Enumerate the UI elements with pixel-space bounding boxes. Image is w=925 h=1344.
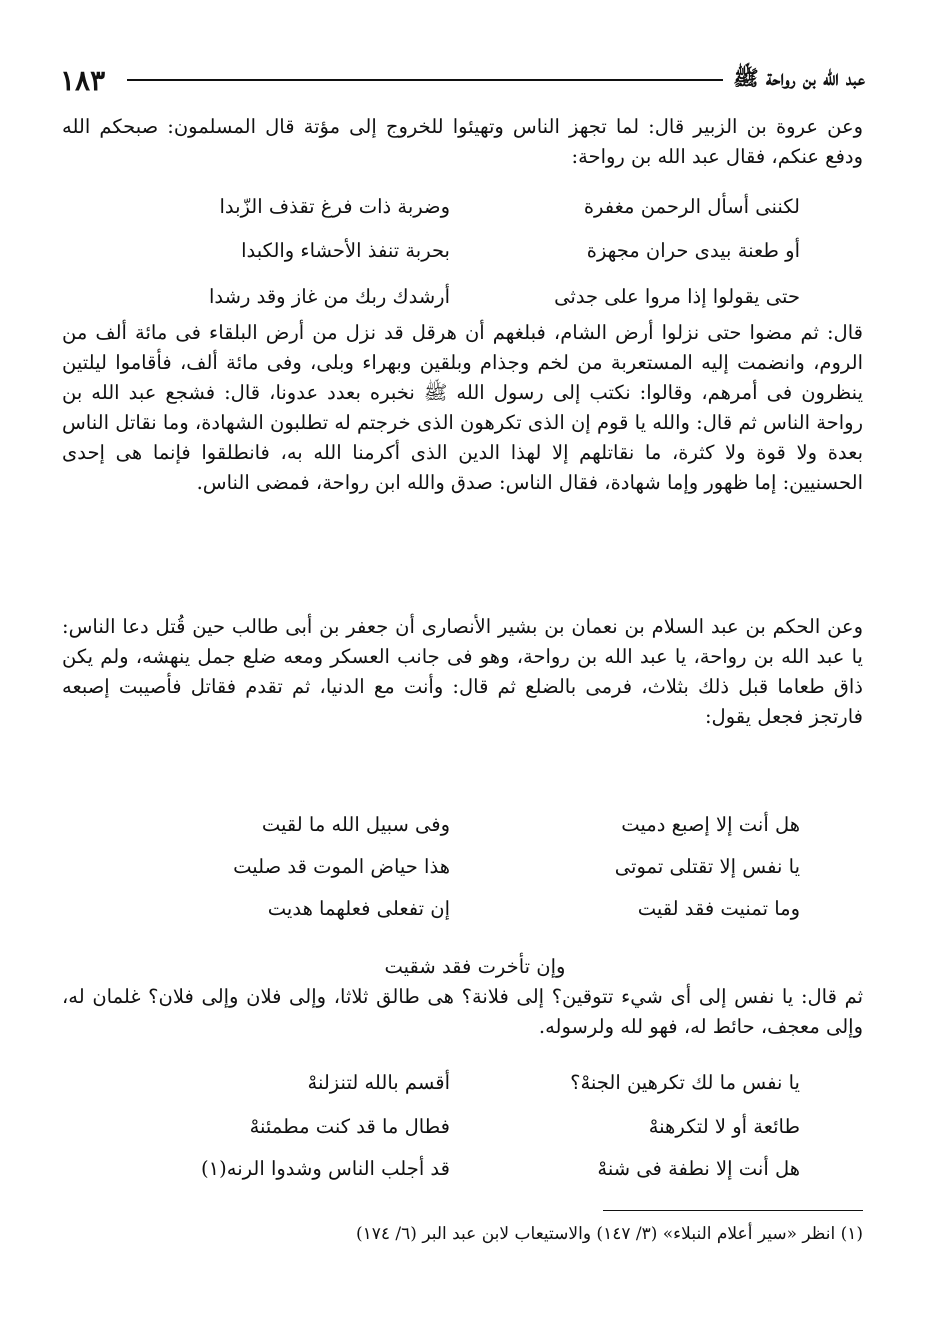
poem2-verse-2 bbox=[150, 852, 800, 882]
running-title: عبد الله بن رواحة ﷺ bbox=[733, 64, 865, 90]
hemistich-first: هل أنت إلا نطفة فى شنهْ bbox=[597, 1157, 800, 1180]
hemistich-first: أو طعنة بيدى حران مجهزة bbox=[586, 239, 800, 262]
paragraph-2: قال: ثم مضوا حتى نزلوا أرض الشام، فبلغهم أن هرقل قد نزل من أرض البلقاء فى مائة ألف من الروم، وانضمت إليه المستعربة من لخم وجذام وبلقين وبهراء وبلى، وفى مائة ألف، فأقاموا ليلتين ينظرون فى أمرهم، وقالوا: نكتب إلى رسول الله ﷺ نخبره بعدد عدونا، قال: فشجع عبد الله بن رواحة الناس ثم قال: والله يا قوم إن الذى تكرهون الذى خرجتم له تطلبون الشهادة، وما نقاتل الناس بعدة ولا قوة ولا كثرة، ما نقاتلهم إلا لهذا الدين الذى أكرمنا الله به، فانطلقوا فإنما هى إحدى الحسنيين: إما ظهور وإما شهادة، فقال الناس: صدق والله ابن رواحة، فمضى الناس. bbox=[62, 321, 863, 494]
page-header bbox=[60, 60, 865, 100]
hemistich-first: طائعة أو لا لتكرهنهْ bbox=[648, 1115, 800, 1138]
page-number: ١٨٣ bbox=[60, 63, 106, 97]
hemistich-second: أقسم بالله لتنزلنهْ bbox=[307, 1071, 450, 1094]
hemistich-second: هذا حياض الموت قد صليت bbox=[233, 855, 450, 878]
hemistich-second: أرشدك ربك من غاز وقد رشدا bbox=[209, 285, 450, 308]
poem1-verse-1 bbox=[150, 192, 800, 222]
hemistich-second: وفى سبيل الله ما لقيت bbox=[261, 813, 450, 836]
poem3-verse-1 bbox=[150, 1068, 800, 1098]
hemistich-second: بحربة تنفذ الأحشاء والكبدا bbox=[241, 239, 450, 262]
hemistich-second: فطال ما قد كنت مطمئنهْ bbox=[249, 1115, 450, 1138]
hemistich-first: وما تمنيت فقد لقيت bbox=[637, 897, 800, 920]
hemistich-first: لكننى أسأل الرحمن مغفرة bbox=[583, 195, 800, 218]
paragraph-4: ثم قال: يا نفس إلى أى شيء تتوقين؟ إلى فلانة؟ هى طالق ثلاثا، وإلى فلان وإلى فلان؟ غلمان له، وإلى معجف، حائط له، فهو لله ولرسوله. bbox=[62, 985, 863, 1038]
footnote-rule bbox=[603, 1210, 863, 1211]
footnote: (١) انظر «سير أعلام النبلاء» (٣/ ١٤٧) والاستيعاب لابن عبد البر (٦/ ١٧٤) bbox=[355, 1224, 863, 1244]
poem1-verse-2 bbox=[150, 236, 800, 266]
paragraph-1: وعن عروة بن الزبير قال: لما تجهز الناس وتهيئوا للخروج إلى مؤتة قال المسلمون: صبحكم الله ودفع عنكم، فقال عبد الله بن رواحة: bbox=[62, 115, 863, 168]
hemistich-first: هل أنت إلا إصبع دميت bbox=[621, 813, 800, 836]
hemistich-first: يا نفس ما لك تكرهين الجنهْ؟ bbox=[570, 1071, 800, 1094]
poem1-verse-3 bbox=[150, 282, 800, 312]
poem3-verse-2 bbox=[150, 1112, 800, 1142]
poem2-last-line: وإن تأخرت فقد شقيت bbox=[384, 955, 566, 978]
hemistich-second: إن تفعلى فعلهما هديت bbox=[267, 897, 450, 920]
header-rule bbox=[127, 79, 723, 81]
paragraph-3: وعن الحكم بن عبد السلام بن نعمان بن بشير الأنصارى أن جعفر بن أبى طالب حين قُتل دعا الناس: يا عبد الله بن رواحة، يا عبد الله بن رواحة، وهو فى جانب العسكر ومعه ضلع جمل ينهشه، ولم يكن ذاق طعاما قبل ذلك بثلاث، فرمى بالضلع ثم قال: وأنت مع الدنيا، ثم تقدم فقاتل فأصيبت إصبعه فارتجز فجعل يقول: bbox=[62, 615, 863, 728]
hemistich-first: يا نفس إلا تقتلى تموتى bbox=[614, 855, 800, 878]
poem2-verse-3 bbox=[150, 894, 800, 924]
hemistich-second: وضربة ذات فرغ تقذف الزّبدا bbox=[219, 195, 450, 218]
hemistich-first: حتى يقولوا إذا مروا على جدثى bbox=[554, 285, 800, 308]
poem3-verse-3 bbox=[150, 1154, 800, 1184]
poem2-verse-1 bbox=[150, 810, 800, 840]
hemistich-second: قد أجلب الناس وشدوا الرنه(١) bbox=[201, 1157, 450, 1180]
